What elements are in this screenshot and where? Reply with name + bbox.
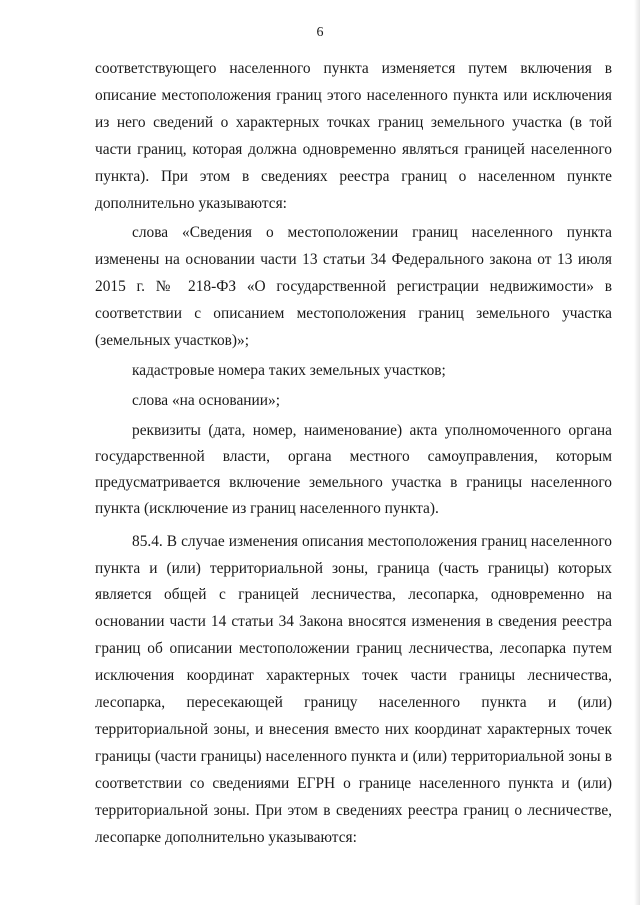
document-body <box>95 56 612 851</box>
paragraph-cadastral-numbers: кадастровые номера таких земельных участков; <box>132 361 446 379</box>
paragraph-act-details: реквизиты (дата, номер, наименование) акта уполномоченного органа государственной власти, органа местного самоуправления, которым предусматривается включение земельного участка в границы населенного пункта (исключение из границ населенного пункта). <box>95 421 612 518</box>
page-number: 6 <box>316 25 324 40</box>
paragraph-continuation: соответствующего населенного пункта изменяется путем включения в описание местоположения границ этого населенного пункта или исключения из него сведений о характерных точках границ земельного участка (в той части границ, которая должна одновременно являться границей населенного пункта). При этом в сведениях реестра границ о населенном пункте дополнительно указываются: <box>95 60 612 212</box>
paragraph-section-85-4: 85.4. В случае изменения описания местоположения границ населенного пункта и (или) территориальной зоны, граница (часть границы) которых является общей с границей лесничества, лесопарка, одновременно на основании части 14 статьи 34 Закона вносятся изменения в сведения реестра границ об описании местоположении границ лесничества, лесопарка путем исключения координат характерных точек части границы лесничества, лесопарка, пересекающей границу населенного пункта и (или) территориальной зоны, и внесения вместо них координат характерных точек границы (части границы) населенного пункта и (или) территориальной зоны в соответствии со сведениями ЕГРН о границе населенного пункта и (или) территориальной зоны. При этом в сведениях реестра границ о лесничестве, лесопарке дополнительно указываются: <box>95 532 612 846</box>
scan-edge-shadow <box>634 0 640 905</box>
paragraph-words-basis: слова «на основании»; <box>132 391 280 409</box>
paragraph-words-statement: слова «Сведения о местоположении границ населенного пункта изменены на основании части 13 статьи 34 Федерального закона от 13 июля 2015 г. № 218-ФЗ «О государственной регистрации недвижимости» в соответствии с описанием местоположения границ земельного участка (земельных участков)»; <box>95 224 612 350</box>
